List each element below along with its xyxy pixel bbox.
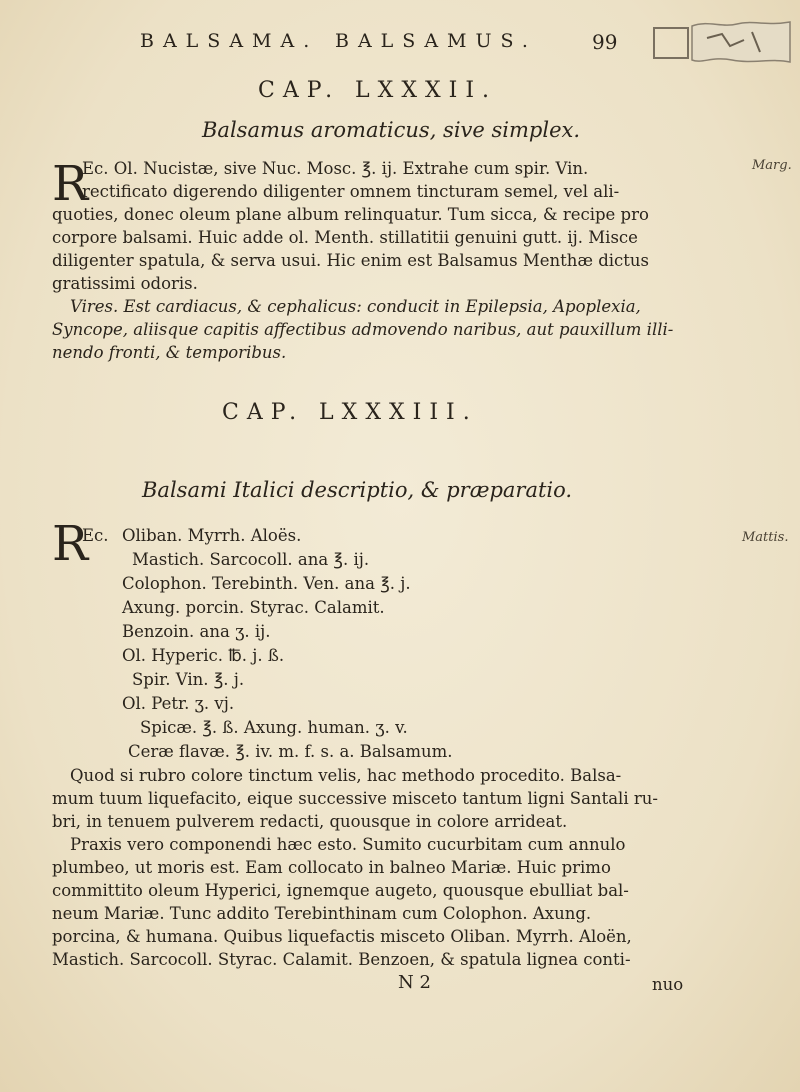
- catchword: nuo: [652, 975, 684, 994]
- drop-capital: R: [52, 156, 89, 212]
- vires-line: Syncope, aliisque capitis affectibus admovendo naribus, aut pauxillum illi-: [52, 320, 674, 339]
- running-head-left: BALSAMA.: [140, 30, 319, 52]
- chapter-heading: CAP. LXXXIII.: [222, 400, 478, 425]
- recipe-line: Axung. porcin. Styrac. Calamit.: [122, 598, 385, 617]
- chapter-heading: CAP. LXXXII.: [258, 78, 498, 103]
- text-line: Quod si rubro colore tinctum velis, hac methodo procedito. Balsa-: [70, 766, 622, 785]
- margin-note: Mattis.: [742, 530, 789, 545]
- vires-line: nendo fronti, & temporibus.: [52, 343, 287, 362]
- chapter-title: Balsami Italici descriptio, & præparatio.: [142, 478, 573, 502]
- margin-note: Marg.: [752, 158, 792, 173]
- recipe-line: Ceræ flavæ. ℥. iv. m. f. s. a. Balsamum.: [128, 742, 453, 761]
- drop-capital: R: [52, 516, 89, 572]
- recipe-line: Ol. Hyperic. ℔. j. ß.: [122, 646, 285, 665]
- rec-label: Ec.: [82, 526, 109, 545]
- text-line: bri, in tenuem pulverem redacti, quousque in colore arrideat.: [52, 812, 568, 831]
- text-line: Mastich. Sarcocoll. Styrac. Calamit. Benzoen, & spatula lignea conti-: [52, 950, 631, 969]
- recipe-line: Colophon. Terebinth. Ven. ana ℥. j.: [122, 574, 411, 593]
- recipe-line: Oliban. Myrrh. Aloës.: [122, 526, 302, 545]
- library-stamp-image: [652, 18, 792, 66]
- text-line: committito oleum Hyperici, ignemque augeto, quousque ebulliat bal-: [52, 881, 629, 900]
- running-head-right: BALSAMUS.: [335, 30, 537, 52]
- recipe-line: Spicæ. ℥. ß. Axung. human. ʒ. v.: [140, 718, 408, 737]
- page-number: 99: [592, 30, 618, 54]
- recipe-line: Mastich. Sarcocoll. ana ℥. ij.: [132, 550, 370, 569]
- text-line: plumbeo, ut moris est. Eam collocato in balneo Mariæ. Huic primo: [52, 858, 611, 877]
- text-line: porcina, & humana. Quibus liquefactis misceto Oliban. Myrrh. Aloën,: [52, 927, 632, 946]
- text-line: corpore balsami. Huic adde ol. Menth. stillatitii genuini gutt. ij. Misce: [52, 228, 638, 247]
- recipe-line: Spir. Vin. ℥. j.: [132, 670, 245, 689]
- vires-line: Vires. Est cardiacus, & cephalicus: conducit in Epilepsia, Apoplexia,: [70, 297, 641, 316]
- recipe-line: Ol. Petr. ʒ. vj.: [122, 694, 235, 713]
- text-line: quoties, donec oleum plane album relinquatur. Tum sicca, & recipe pro: [52, 205, 649, 224]
- text-line: diligenter spatula, & serva usui. Hic enim est Balsamus Menthæ dictus: [52, 251, 649, 270]
- text-line: mum tuum liquefacito, eique successive misceto tantum ligni Santali ru-: [52, 789, 658, 808]
- text-line: Ec. Ol. Nucistæ, sive Nuc. Mosc. ℥. ij. Extrahe cum spir. Vin.: [82, 159, 589, 178]
- signature-mark: N 2: [398, 972, 431, 993]
- text-line: neum Mariæ. Tunc addito Terebinthinam cum Colophon. Axung.: [52, 904, 592, 923]
- chapter-title: Balsamus aromaticus, sive simplex.: [202, 118, 581, 142]
- text-line: Praxis vero componendi hæc esto. Sumito cucurbitam cum annulo: [70, 835, 626, 854]
- text-line: rectificato digerendo diligenter omnem tincturam semel, vel ali-: [82, 182, 620, 201]
- text-line: gratissimi odoris.: [52, 274, 198, 293]
- recipe-line: Benzoin. ana ʒ. ij.: [122, 622, 271, 641]
